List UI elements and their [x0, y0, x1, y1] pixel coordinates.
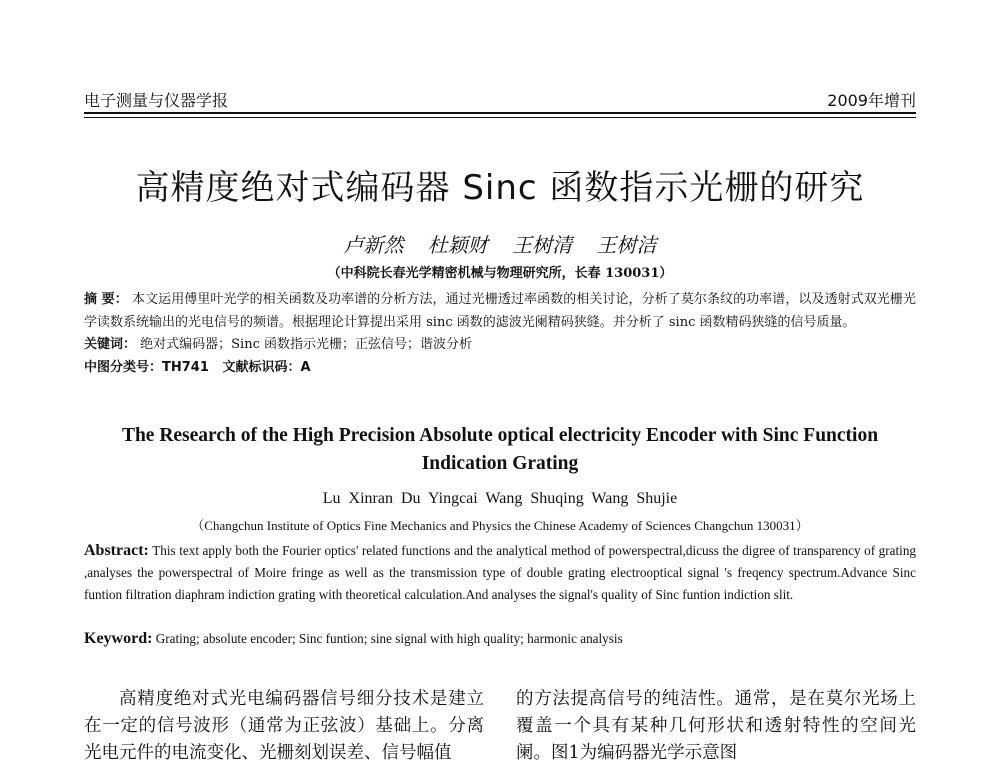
body-left-text: 高精度绝对式光电编码器信号细分技术是建立在一定的信号波形（通常为正弦波）基础上。分离光电元件的电流变化、光栅刻划误差、信号幅值 [84, 689, 484, 763]
authors-en: Lu Xinran Du Yingcai Wang Shuqing Wang Shujie [322, 490, 678, 507]
class-label: 中图分类号： [84, 359, 163, 375]
keywords-en [84, 630, 916, 648]
classification [84, 357, 916, 380]
class-value: TH741 [162, 359, 209, 375]
abstract-cn-label: 摘 要： [84, 292, 128, 307]
abstract-en-text: This text apply both the Fourier optics' related functions and the analytical method of powerspectral,dicuss the digree of transparency of grating ,analyses the powerspectral of Moire fringe as well as the transmission type of double grating electrooptical signal 's freqency spectrum.Advance Sinc funtion filtration diaphram indiction grating with theoretical calculation.And analyses the signal's quality of Sinc funtion indiction slit. [84, 543, 917, 602]
running-header [84, 88, 916, 111]
affiliation-cn: （中科院长春光学精密机械与物理研究所，长春 130031） [327, 266, 673, 281]
body-column-right [516, 686, 916, 767]
body-column-left [84, 686, 484, 767]
keywords-en-label: Keyword: [84, 630, 153, 647]
abstract-cn [84, 289, 916, 334]
keywords-cn-text: 绝对式编码器；Sinc 函数指示光栅；正弦信号；谐波分析 [140, 337, 473, 352]
abstract-en-label: Abstract: [84, 542, 149, 559]
title-en: The Research of the High Precision Absolute optical electricity Encoder with Sinc Function Indication Grating [121, 425, 879, 474]
keywords-cn [84, 334, 916, 357]
journal-name: 电子测量与仪器学报 [84, 91, 229, 110]
header-rule-thin [84, 117, 916, 118]
doc-label: 文献标识码： [222, 359, 301, 375]
body-right-text: 的方法提高信号的纯洁性。通常，是在莫尔光场上覆盖一个具有某种几何形状和透射特性的空间光阑。图1为编码器光学示意图 [516, 689, 916, 763]
keywords-en-text: Grating; absolute encoder; Sinc funtion; sine signal with high quality; harmonic analysis [155, 631, 623, 646]
abstract-en [84, 540, 916, 606]
title-cn: 高精度绝对式编码器 Sinc 函数指示光栅的研究 [135, 168, 865, 208]
abstract-cn-text: 本文运用傅里叶光学的相关函数及功率谱的分析方法，通过光栅透过率函数的相关讨论，分析了莫尔条纹的功率谱，以及透射式双光栅光学读数系统输出的光电信号的频谱。根据理论计算提出采用 sinc 函数的滤波光阑精码狭缝。并分析了 sinc 函数精码狭缝的信号质量。 [84, 292, 916, 330]
header-rule [84, 112, 916, 114]
authors-cn: 卢新然 杜颖财 王树清 王树洁 [343, 233, 657, 257]
issue-label: 2009年增刊 [827, 91, 916, 110]
affiliation-en: （Changchun Institute of Optics Fine Mechanics and Physics the Chinese Academy of Sciences Changchun 130031） [191, 518, 809, 533]
abstract-cn-block [84, 289, 916, 379]
doc-value: A [300, 359, 311, 375]
keywords-cn-label: 关键词： [84, 337, 137, 352]
